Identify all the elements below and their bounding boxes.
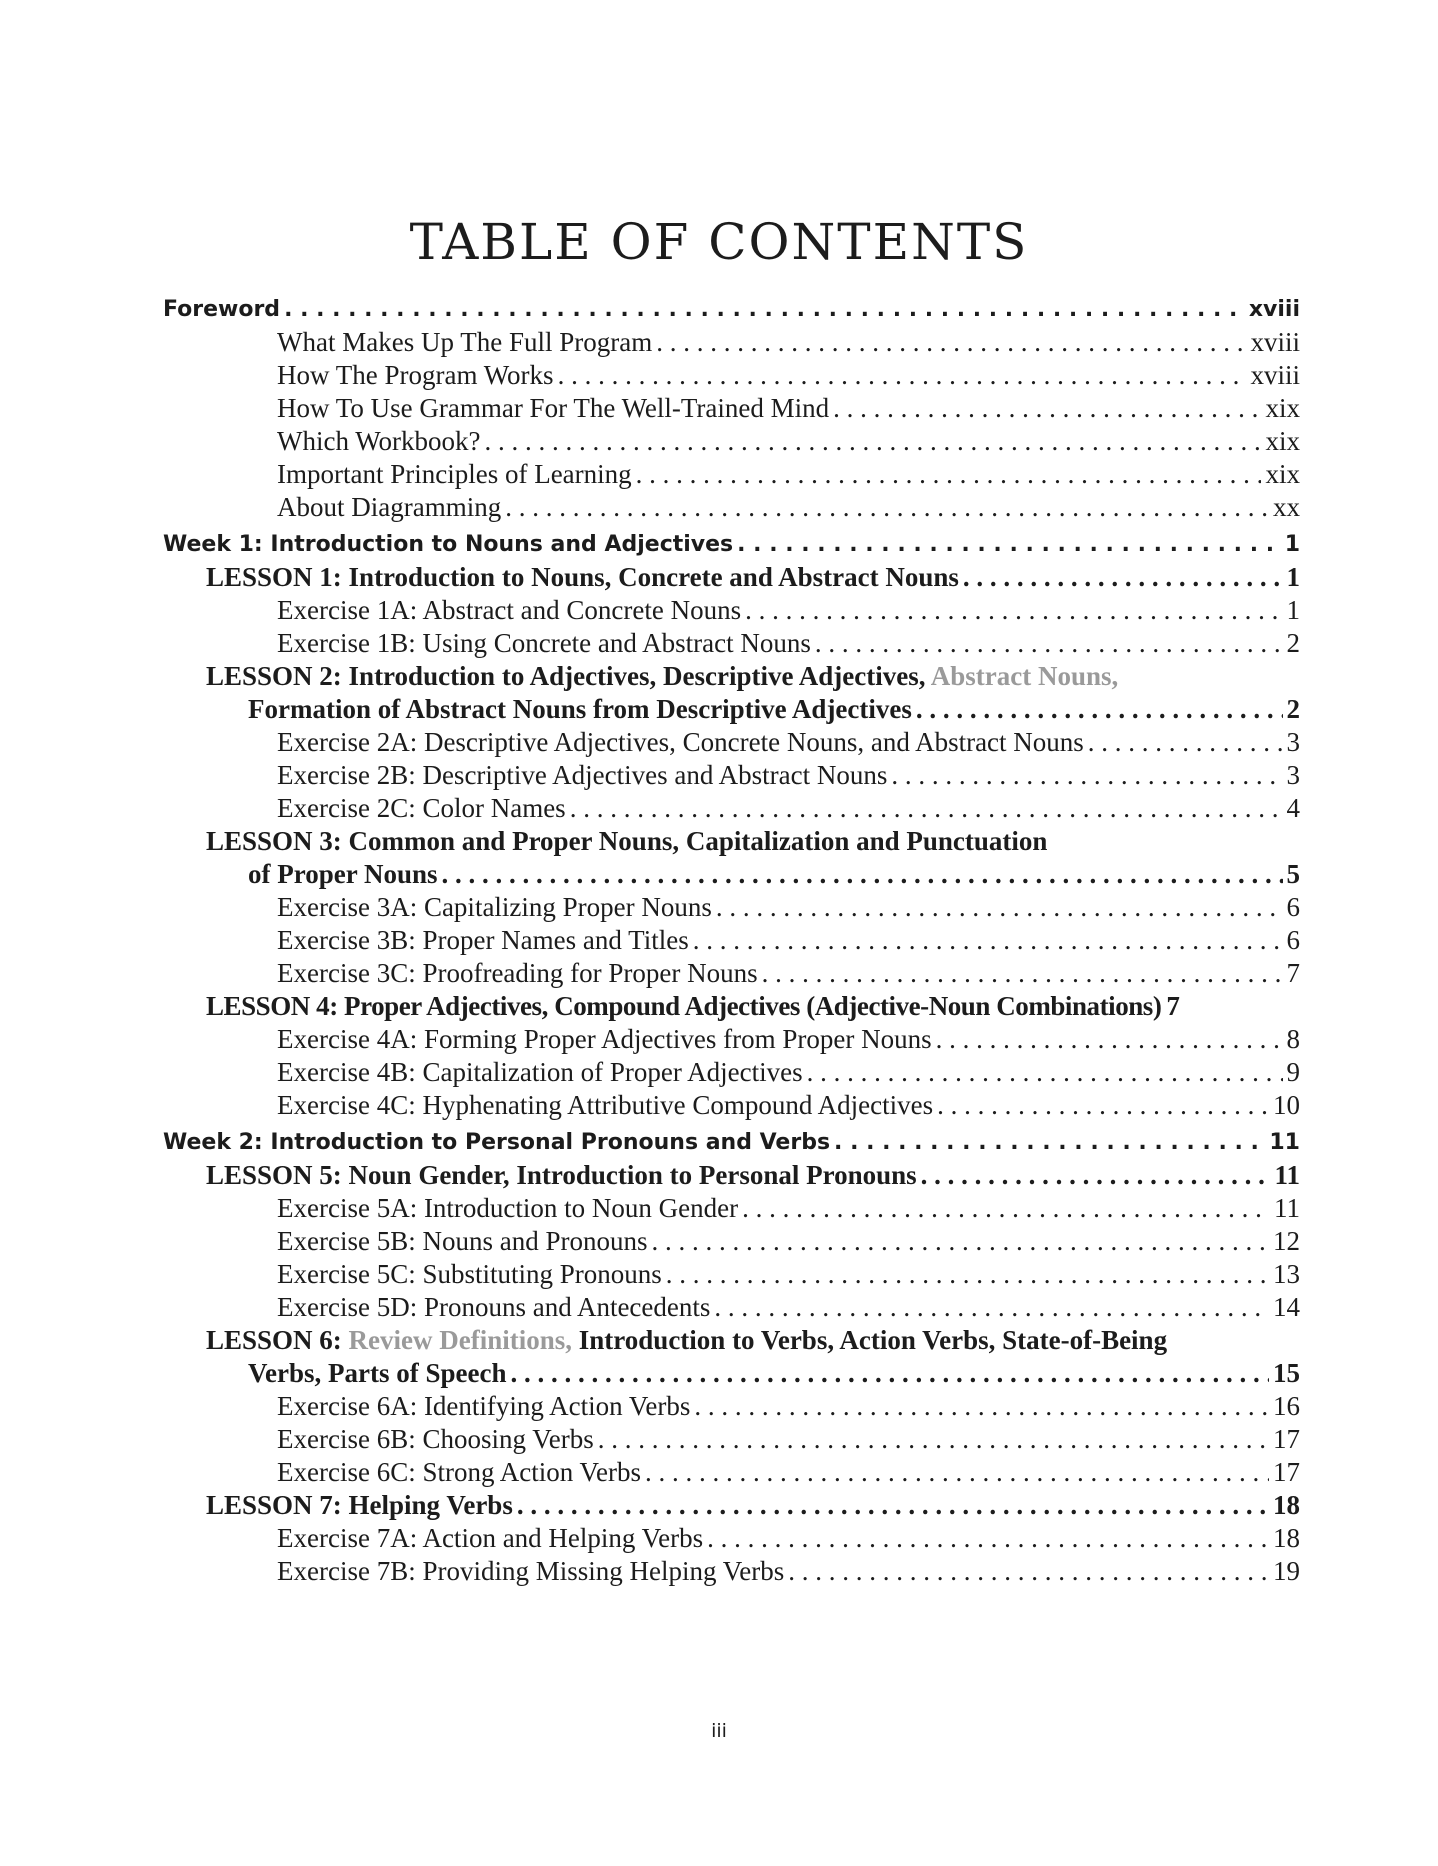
toc-entry-title: LESSON 5: Noun Gender, Introduction to Personal Pronouns [206,1160,917,1190]
dot-leader [714,1291,1269,1324]
toc-entry-page: 6 [1286,892,1300,922]
toc-subentry[interactable] [163,1192,1300,1225]
toc-entry-page: 1 [1284,532,1300,557]
toc-entry-title: Foreword [163,297,281,322]
toc-entry-title: Verbs, Parts of Speech [248,1358,507,1388]
dot-leader [656,326,1246,359]
toc-entry-title: of Proper Nouns [248,859,438,889]
toc-subentry[interactable] [163,1023,1300,1056]
toc-entry-page: xix [1265,426,1300,456]
toc-entry-title: About Diagramming [277,492,502,522]
toc-entry-title: Exercise 7B: Providing Missing Helping Verbs [277,1556,785,1586]
toc-entry-title: Which Workbook? [277,426,481,456]
dot-leader [807,1056,1283,1089]
toc-entry-title: What Makes Up The Full Program [277,327,653,357]
toc-entry-title: Week 2: Introduction to Personal Pronouns and Verbs [163,1130,831,1155]
toc-entry-page: 2 [1286,694,1300,724]
toc-entry-page: 2 [1286,628,1300,658]
toc-entry-lesson-5[interactable] [163,1159,1300,1192]
dot-leader [936,1023,1283,1056]
dot-leader [916,693,1283,726]
lesson-title-text: LESSON 2: Introduction to Adjectives, Descriptive Adjectives, [206,661,926,691]
toc-entry-lesson-1[interactable] [163,561,1300,594]
toc-subentry[interactable] [163,891,1300,924]
dot-leader [693,924,1283,957]
toc-entry-page: 13 [1273,1259,1300,1289]
page-number: iii [711,1720,727,1742]
toc-subentry[interactable] [163,392,1300,425]
dot-leader [598,1423,1269,1456]
dot-leader [517,1489,1269,1522]
toc-entry-title: Exercise 3B: Proper Names and Titles [277,925,689,955]
toc-entry-title: Exercise 3A: Capitalizing Proper Nouns [277,892,712,922]
toc-subentry[interactable] [163,627,1300,660]
toc-entry-page: 3 [1286,760,1300,790]
toc-entry-title: Exercise 1B: Using Concrete and Abstract Nouns [277,628,811,658]
toc-entry-title: Exercise 2B: Descriptive Adjectives and Abstract Nouns [277,760,888,790]
toc-entry-title: Exercise 2A: Descriptive Adjectives, Concrete Nouns, and Abstract Nouns [277,727,1084,757]
dot-leader [651,1225,1269,1258]
toc-entry-page: xviii [1250,360,1300,390]
toc-entry-page: 16 [1273,1391,1300,1421]
toc-entry-page: 11 [1274,1193,1300,1223]
toc-entry-page: 18 [1273,1490,1300,1520]
toc-entry-page: xx [1273,492,1300,522]
toc-subentry[interactable] [163,1390,1300,1423]
toc-entry-title: Exercise 6A: Identifying Action Verbs [277,1391,691,1421]
dot-leader [284,293,1245,326]
toc-subentry[interactable] [163,957,1300,990]
toc-entry-title: Exercise 5A: Introduction to Noun Gender [277,1193,739,1223]
toc-subentry[interactable] [163,1089,1300,1122]
dot-leader [788,1555,1269,1588]
toc-subentry[interactable] [163,924,1300,957]
dot-leader [645,1456,1269,1489]
toc-subentry[interactable] [163,1522,1300,1555]
dot-leader [666,1258,1269,1291]
dot-leader [707,1522,1269,1555]
toc-entry-page: xix [1265,393,1300,423]
dot-leader [694,1390,1269,1423]
dot-leader [1088,726,1283,759]
toc-subentry[interactable] [163,1258,1300,1291]
toc-entry-title: Exercise 4B: Capitalization of Proper Adjectives [277,1057,803,1087]
toc-entry-page: xix [1265,459,1300,489]
toc-subentry[interactable] [163,594,1300,627]
toc-entry-page: 6 [1286,925,1300,955]
toc-subentry[interactable] [163,491,1300,524]
toc-entry-title: Exercise 4C: Hyphenating Attributive Compound Adjectives [277,1090,934,1120]
toc-entry-title: How To Use Grammar For The Well-Trained Mind [277,393,830,423]
toc-subentry[interactable] [163,458,1300,491]
lesson-title-text: Introduction to Verbs, Action Verbs, State-of-Being [578,1325,1168,1355]
toc-subentry[interactable] [163,359,1300,392]
toc-entry-page: 14 [1273,1292,1300,1322]
toc-entry-page: 5 [1286,859,1300,889]
toc-entry-week-1[interactable] [163,528,1300,561]
toc-entry-page: 19 [1273,1556,1300,1586]
toc-entry-page: 17 [1273,1457,1300,1487]
toc-entry-title: Exercise 3C: Proofreading for Proper Nouns [277,958,758,988]
toc-entry-title: Exercise 4A: Forming Proper Adjectives from Proper Nouns [277,1024,932,1054]
dot-leader [737,528,1281,561]
toc-entry-title: Exercise 6B: Choosing Verbs [277,1424,594,1454]
toc-entry-page: 1 [1286,595,1300,625]
toc-entry-title: LESSON 3: Common and Proper Nouns, Capitalization and Punctuation [206,826,1048,856]
dot-leader [510,1357,1269,1390]
toc-subentry[interactable] [163,326,1300,359]
toc-entry-title: Exercise 1A: Abstract and Concrete Nouns [277,595,742,625]
toc-entry-page: 11 [1274,1160,1300,1190]
dot-leader [505,491,1269,524]
toc-subentry[interactable] [163,1456,1300,1489]
toc-entry-foreword[interactable] [163,293,1300,326]
toc-entry-title: Exercise 6C: Strong Action Verbs [277,1457,641,1487]
lesson-title-grey-text: Review Definitions, [348,1325,573,1355]
toc-entry-page: 12 [1273,1226,1300,1256]
toc-subentry[interactable] [163,1291,1300,1324]
toc-entry-week-2[interactable] [163,1126,1300,1159]
toc-entry-title: Exercise 5B: Nouns and Pronouns [277,1226,648,1256]
toc-entry-page: 7 [1166,991,1180,1021]
dot-leader [558,359,1247,392]
toc-entry-title: LESSON 1: Introduction to Nouns, Concrete and Abstract Nouns [206,562,959,592]
dot-leader [570,792,1283,825]
toc-entry-title: Exercise 5C: Substituting Pronouns [277,1259,662,1289]
toc-entry-title: Exercise 7A: Action and Helping Verbs [277,1523,704,1553]
toc-entry-page: 11 [1269,1130,1300,1155]
toc-entry-page: xviii [1248,297,1300,322]
dot-leader [963,561,1283,594]
toc-entry-title: LESSON 7: Helping Verbs [206,1490,513,1520]
toc-entry-page: 17 [1273,1424,1300,1454]
toc-entry-title: Exercise 2C: Color Names [277,793,566,823]
toc-entry-title [206,1324,1167,1357]
toc-entry-page: 8 [1286,1024,1300,1054]
dot-leader [742,1192,1270,1225]
toc-entry-lesson-3[interactable] [163,825,1300,858]
dot-leader [834,1126,1265,1159]
toc-subentry[interactable] [163,1555,1300,1588]
toc-entry-lesson-3-continued[interactable] [163,858,1300,891]
toc-entry-title: LESSON 4: Proper Adjectives, Compound Adjectives (Adjective-Noun Combinations) [206,991,1162,1021]
toc-subentry[interactable] [163,425,1300,458]
toc-entry-title: Important Principles of Learning [277,459,632,489]
toc-entry-lesson-7[interactable] [163,1489,1300,1522]
toc-entry-page: 1 [1286,562,1300,592]
toc-entry-page: 3 [1286,727,1300,757]
toc-entry-lesson-4[interactable] [163,990,1300,1023]
dot-leader [937,1089,1269,1122]
toc-entry-lesson-2[interactable] [163,660,1300,693]
toc-subentry[interactable] [163,1423,1300,1456]
page-title: TABLE OF CONTENTS [409,213,1029,271]
dot-leader [815,627,1283,660]
dot-leader [442,858,1283,891]
dot-leader [762,957,1283,990]
toc-subentry[interactable] [163,1056,1300,1089]
toc-entry-lesson-2-continued[interactable] [163,693,1300,726]
toc-entry-title [206,660,1118,693]
toc-entry-title: Exercise 5D: Pronouns and Antecedents [277,1292,711,1322]
dot-leader [833,392,1261,425]
toc-entry-lesson-6[interactable] [163,1324,1300,1357]
toc-entry-title: How The Program Works [277,360,554,390]
dot-leader [485,425,1262,458]
table-of-contents [163,293,1300,1588]
toc-entry-lesson-6-continued[interactable] [163,1357,1300,1390]
toc-entry-page: 18 [1273,1523,1300,1553]
toc-subentry[interactable] [163,726,1300,759]
toc-entry-page: xviii [1250,327,1300,357]
lesson-title-grey-text: Abstract Nouns, [930,661,1119,691]
toc-entry-title: Week 1: Introduction to Nouns and Adjectives [163,532,734,557]
toc-entry-title: Formation of Abstract Nouns from Descriptive Adjectives [248,694,912,724]
dot-leader [891,759,1282,792]
toc-entry-page: 9 [1286,1057,1300,1087]
lesson-title-prefix: LESSON 6: [206,1325,342,1355]
toc-subentry[interactable] [163,1225,1300,1258]
dot-leader [921,1159,1271,1192]
dot-leader [745,594,1282,627]
toc-entry-page: 4 [1286,793,1300,823]
toc-entry-page: 7 [1286,958,1300,988]
toc-subentry[interactable] [163,792,1300,825]
toc-entry-page: 15 [1273,1358,1300,1388]
toc-entry-page: 10 [1273,1090,1300,1120]
dot-leader [716,891,1283,924]
toc-subentry[interactable] [163,759,1300,792]
dot-leader [636,458,1262,491]
